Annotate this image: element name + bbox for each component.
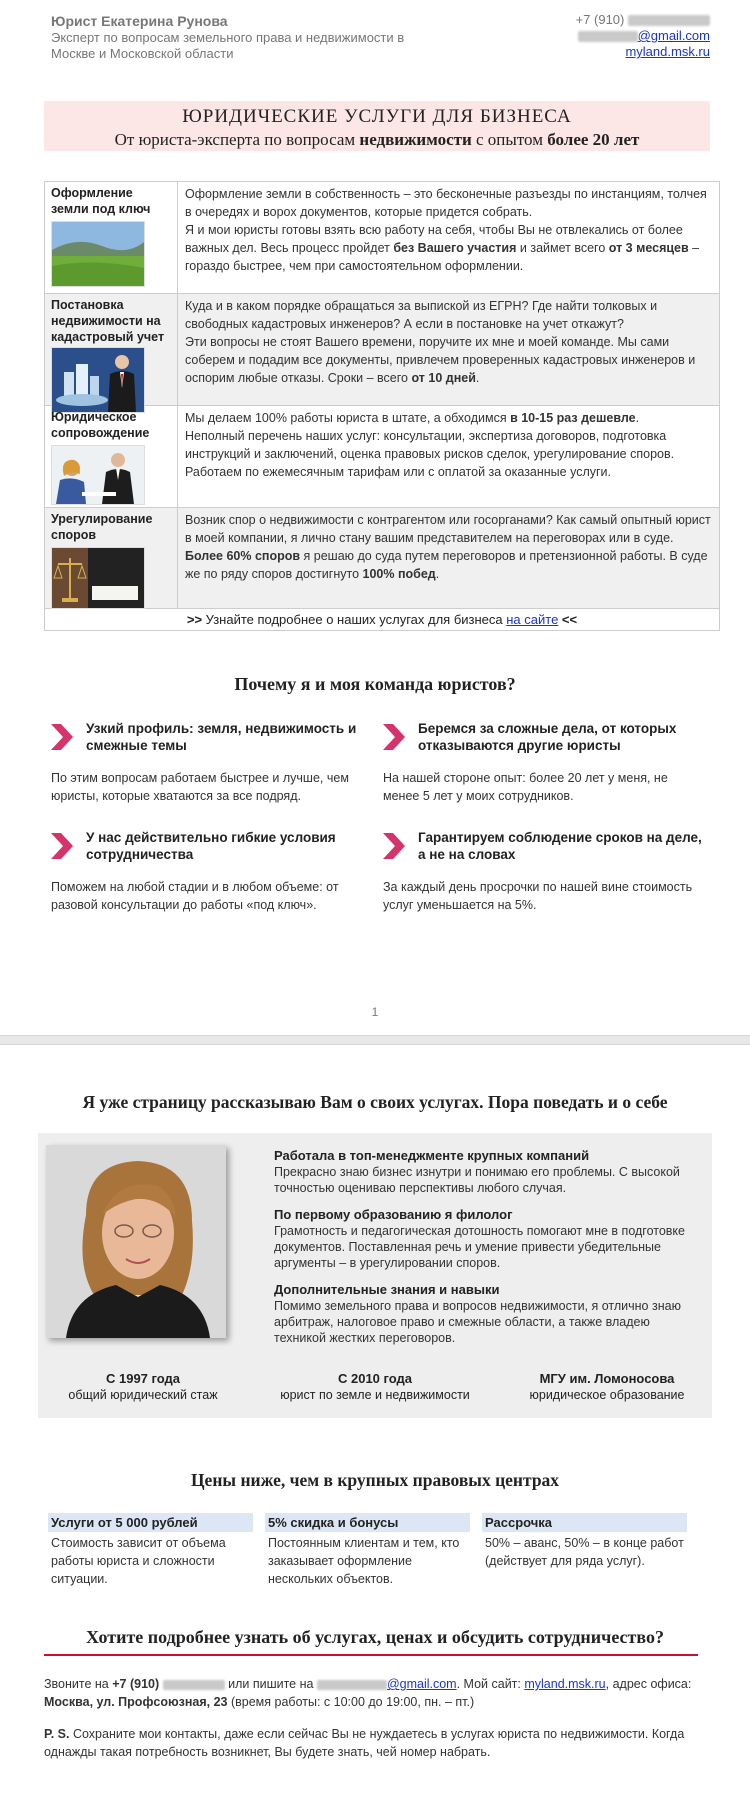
services-footer: >> Узнайте подробнее о наших услугах для бизнеса на сайте << [186,612,578,627]
service-text: Оформление земли в собственность – это бесконечные разъезды по инстанциям, толчея в очередях и ворох документов, которые придется собрать. [185,187,707,219]
page-separator [0,1035,750,1045]
header-site-link[interactable]: myland.msk.ru [625,44,710,59]
about-paragraph: Прекрасно знаю бизнес изнутри и понимаю его проблемы. С высокой точностью оцениваю перспективы любого случая. [274,1165,680,1195]
why-item [51,720,371,820]
price-desc: Стоимость зависит от объема работы юриста и сложности ситуации. [51,1536,226,1586]
service-text: Мы делаем 100% работы юриста в штате, а обходимся в 10-15 раз дешевле. [185,411,640,425]
why-item-desc: По этим вопросам работаем быстрее и лучше, чем юристы, которые хватаются за все подряд. [51,771,349,803]
header-contacts [576,12,710,60]
service-text: Неполный перечень наших услуг: консультации, экспертиза договоров, подготовка инструкций и заключений, оценка правовых рисков сделок, урегулирование споров. Работаем по ежемесячным тарифам или с оплатой за оказанные услуги. [185,429,675,479]
cta-title: Хотите подробнее узнать об услугах, ценах и обсудить сотрудничество? [86,1627,664,1647]
why-item [383,829,703,929]
price-column [48,1513,253,1588]
chevron-right-icon [383,724,405,750]
ps-note: P. S. Сохраните мои контакты, даже если сейчас Вы не нуждаетесь в услугах юриста по недвижимости. Когда однажды такая потребность возникнет, Вы будете знать, чей номер набрать. [44,1727,685,1759]
price-column [482,1513,687,1570]
about-text [274,1147,704,1356]
price-header: Рассрочка [482,1513,687,1532]
service-title: Урегулирование споров [51,512,153,542]
why-item-title: У нас действительно гибкие условия сотрудничества [86,830,336,862]
page-number: 1 [371,1005,379,1019]
contact-phone: +7 (910) [112,1677,160,1691]
lawyer-name: Юрист Екатерина Рунова [51,13,228,29]
about-paragraph: Грамотность и педагогическая дотошность помогают мне в подготовке документов. Поставленная речь и умение привести убедительные аргументы – в урегулировании споров. [274,1224,685,1270]
services-table [44,181,720,631]
contact-email-link[interactable]: @gmail.com [386,1677,457,1691]
why-item-title: Гарантируем соблюдение сроков на деле, а не на словах [418,830,702,862]
service-row [45,406,719,508]
why-item-desc: Поможем на любой стадии и в любом объеме: от разовой консультации до работы «под ключ». [51,880,339,912]
redacted-email [578,31,638,42]
banner-title: ЮРИДИЧЕСКИЕ УСЛУГИ ДЛЯ БИЗНЕСА [182,106,572,127]
chevron-right-icon [383,833,405,859]
header-left [51,12,431,62]
redacted-phone [163,1680,225,1690]
site-link[interactable]: на сайте [506,612,559,627]
why-item [51,829,371,929]
contact-info: Звоните на +7 (910) или пишите на @gmail.com. Мой сайт: myland.msk.ru, адрес офиса: Москва, ул. Профсоюзная, 23 (время работы: с 10:00 до 19:00, пн. – пт.) [44,1677,692,1709]
about-heading: По первому образованию я филолог [274,1207,513,1222]
price-header: Услуги от 5 000 рублей [48,1513,253,1532]
banner-subtitle: От юриста-эксперта по вопросам недвижимости с опытом более 20 лет [114,130,640,149]
office-address: Москва, ул. Профсоюзная, 23 [44,1695,228,1709]
stat-education: МГУ им. Ломоносова юридическое образование [529,1371,685,1402]
businessman-buildings-image [51,347,145,413]
service-row [45,182,719,294]
why-item-title: Узкий профиль: земля, недвижимость и смежные темы [86,721,357,753]
header-desc-2: Москве и Московской области [51,46,234,61]
consultation-meeting-image [51,445,145,505]
service-title: Юридическое сопровождение [51,410,150,440]
service-title: Оформление земли под ключ [51,186,151,216]
header-email-link[interactable]: @gmail.com [637,28,710,43]
why-item-title: Беремся за сложные дела, от которых отказываются другие юристы [418,721,677,753]
price-desc: 50% – аванс, 50% – в конце работ (действует для ряда услуг). [485,1536,684,1568]
header-phone: +7 (910) [575,12,625,27]
why-item [383,720,703,820]
price-header: 5% скидка и бонусы [265,1513,470,1532]
stat-experience: С 1997 года общий юридический стаж [68,1371,218,1402]
chevron-right-icon [51,724,73,750]
service-text: Я и мои юристы готовы взять всю работу на себя, чтобы Вы не отвлекались от более важных дел. Весь процесс пройдет без Вашего участия и займет всего от 3 месяцев – гораздо быстрее, чем при самостоятельном оформлении. [185,223,700,273]
price-column [265,1513,470,1588]
banner [44,101,710,151]
service-row [45,294,719,406]
land-landscape-image [51,221,145,287]
stat-land-lawyer: С 2010 года юрист по земле и недвижимости [280,1371,470,1402]
lawyer-portrait-image [46,1145,226,1338]
about-heading: Работала в топ-менеджменте крупных компаний [274,1148,590,1163]
redacted-email [317,1680,387,1690]
service-row [45,508,719,609]
why-title: Почему я и моя команда юристов? [234,674,516,694]
why-item-desc: За каждый день просрочки по нашей вине стоимость услуг уменьшается на 5%. [383,880,693,912]
chevron-right-icon [51,833,73,859]
price-desc: Постоянным клиентам и тем, кто заказывает оформление нескольких объектов. [268,1536,460,1586]
header-desc-1: Эксперт по вопросам земельного права и недвижимости в [51,30,405,45]
why-item-desc: На нашей стороне опыт: более 20 лет у меня, не менее 5 лет у моих сотрудников. [383,771,668,803]
contact-site-link[interactable]: myland.msk.ru [524,1677,606,1691]
service-text: Куда и в каком порядке обращаться за выпиской из ЕГРН? Где найти толковых и свободных кадастровых инженеров? А если в постановке на учет откажут? [185,299,658,331]
about-box [38,1133,712,1418]
judge-scales-image [51,547,145,609]
about-paragraph: Помимо земельного права и вопросов недвижимости, я отлично знаю арбитраж, налоговое право и смежные области, а также владею техникой жестких переговоров. [274,1299,681,1345]
about-title: Я уже страницу рассказываю Вам о своих услугах. Пора поведать и о себе [82,1092,668,1112]
page-2 [0,1045,750,1800]
about-heading: Дополнительные знания и навыки [274,1282,500,1297]
prices-title: Цены ниже, чем в крупных правовых центрах [190,1470,560,1490]
service-text: Возник спор о недвижимости с контрагентом или госорганами? Как самый опытный юрист в моей компании, я лично стану вашим представителем на переговорах или в суде. Более 60% споров я решаю до суда путем переговоров и претензионной работы. В суде же по ряду споров достигнуто 100% побед. [185,513,711,581]
service-title: Постановка недвижимости на кадастровый учет [51,298,165,344]
redacted-phone [628,15,710,26]
service-text: Эти вопросы не стоят Вашего времени, поручите их мне и моей команде. Мы сами соберем и подадим все документы, привлечем проверенных кадастровых инженеров и оспорим любые отказы. Сроки – всего от 10 дней. [185,335,696,385]
cta-divider [44,1654,698,1656]
